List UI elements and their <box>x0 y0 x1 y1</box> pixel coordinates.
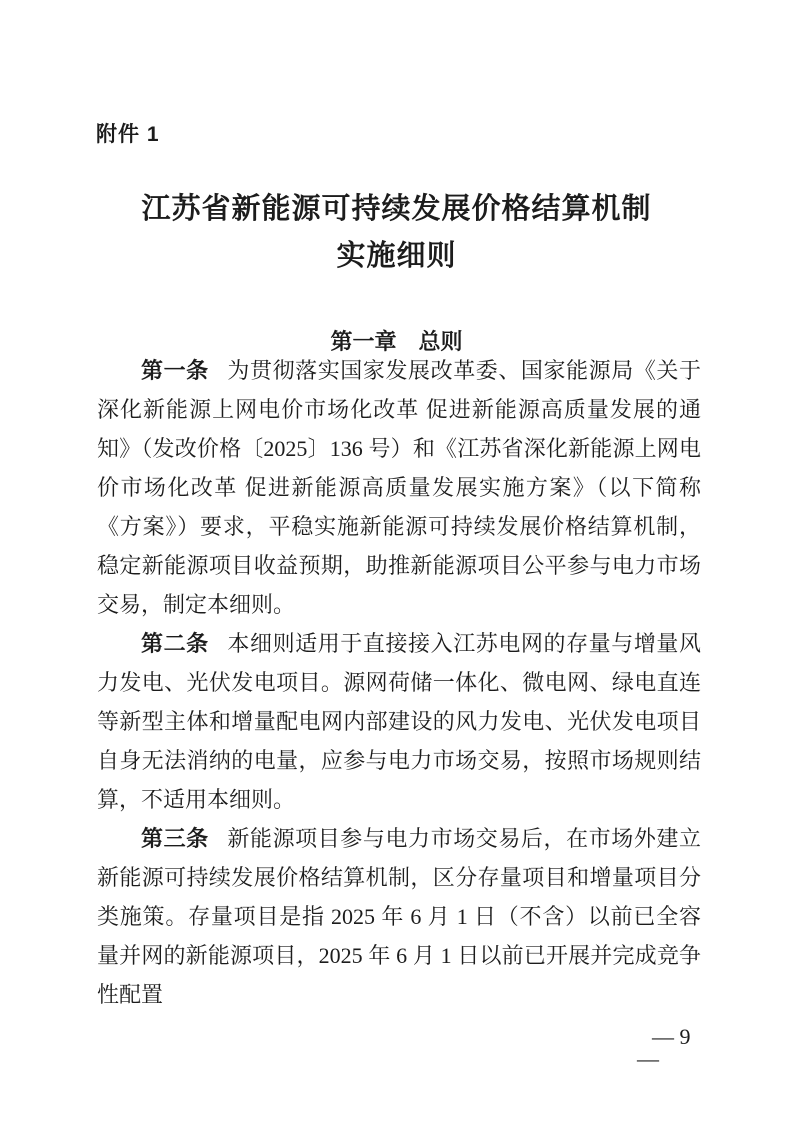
page-number: — 9 <box>652 1024 691 1049</box>
article-2 <box>97 624 701 819</box>
article-2-label: 第二条 <box>141 631 209 656</box>
article-2-text: 本细则适用于直接接入江苏电网的存量与增量风力发电、光伏发电项目。源网荷储一体化、微电网、绿电直连等新型主体和增量配电网内部建设的风力发电、光伏发电项目自身无法消纳的电量，应参与电力市场交易，按照市场规则结算，不适用本细则。 <box>97 631 701 812</box>
article-1 <box>97 351 701 624</box>
chapter-heading: 第一章 总则 <box>330 329 463 354</box>
document-title <box>0 186 793 280</box>
attachment-label: 附件 1 <box>96 123 160 146</box>
article-3 <box>97 819 701 1014</box>
article-3-label: 第三条 <box>141 826 209 851</box>
document-title-line-1: 江苏省新能源可持续发展价格结算机制 <box>141 193 652 225</box>
article-1-label: 第一条 <box>141 358 209 383</box>
page-number-trailing-dash: — <box>637 1046 659 1071</box>
document-title-line-2: 实施细则 <box>336 240 457 272</box>
article-1-text: 为贯彻落实国家发展改革委、国家能源局《关于深化新能源上网电价市场化改革 促进新能源高质量发展的通知》（发改价格〔2025〕136 号）和《江苏省深化新能源上网电价市场化改革 促进新能源高质量发展实施方案》（以下简称《方案》）要求，平稳实施新能源可持续发展价格结算机制，稳定新能源项目收益预期，助推新能源项目公平参与电力市场交易，制定本细则。 <box>97 358 701 617</box>
document-body <box>97 351 701 1014</box>
article-3-text: 新能源项目参与电力市场交易后，在市场外建立新能源可持续发展价格结算机制，区分存量项目和增量项目分类施策。存量项目是指 2025 年 6 月 1 日（不含）以前已全容量并网的新能源项目，2025 年 6 月 1 日以前已开展并完成竞争性配置 <box>97 826 701 1007</box>
